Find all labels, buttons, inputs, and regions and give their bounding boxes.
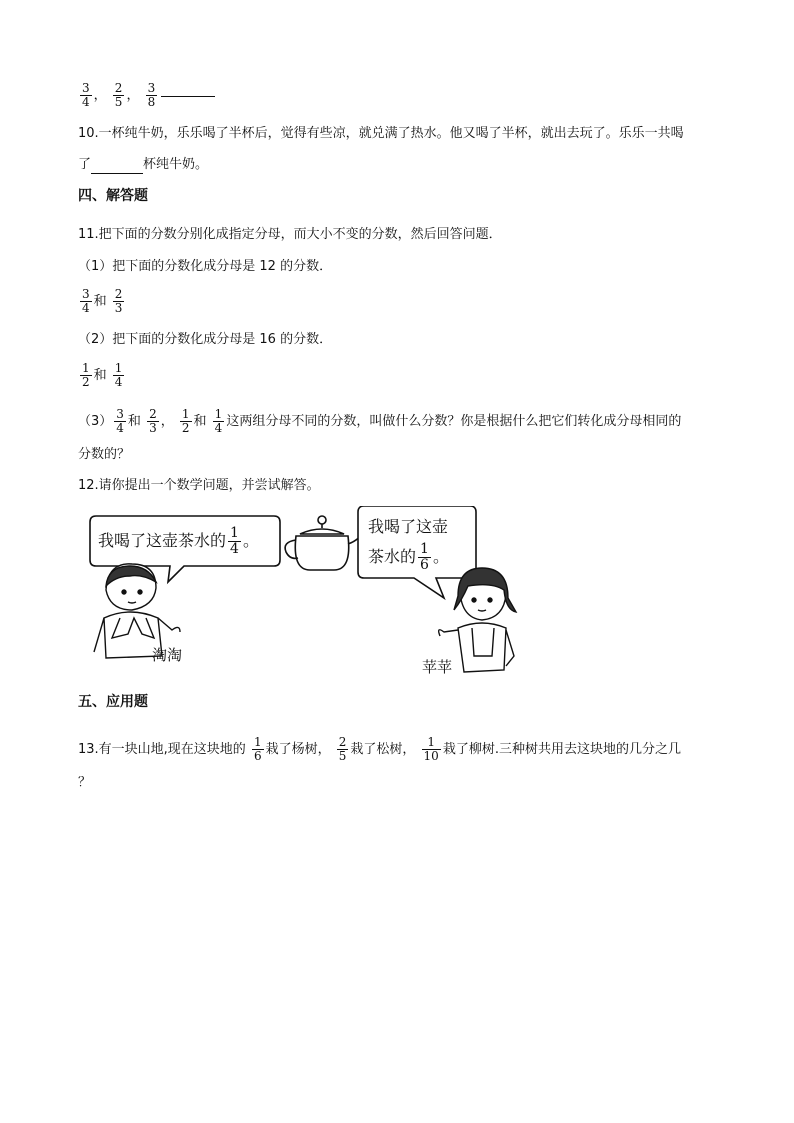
q12-illustration: [84, 506, 534, 681]
fraction: $\frac{2}{3}$: [114, 287, 123, 315]
fraction: $\frac{1}{6}$: [253, 735, 262, 763]
q11-part2-fractions: $\frac{1}{2}$ 和 $\frac{1}{4}$: [82, 361, 123, 389]
fraction: $\frac{1}{2}$: [82, 361, 90, 389]
q13-line1: 13.有一块山地,现在这块地的 $\frac{1}{6}$ 栽了杨树， $\frac{2}{5}$ 栽了松树， $\frac{1}{10}$ 栽了柳树.三种树共用去这块地的几分之几: [78, 735, 681, 763]
q11-part1: （1）把下面的分数化成分母是 12 的分数．: [78, 259, 333, 274]
fraction: $\frac{3}{8}$: [147, 81, 156, 109]
q11-part2: （2）把下面的分数化成分母是 16 的分数．: [78, 332, 333, 347]
fraction: $\frac{1}{2}$: [181, 407, 190, 435]
answer-blank[interactable]: [91, 159, 143, 174]
fraction: $\frac{1}{10}$: [423, 735, 439, 763]
teapot-icon: [285, 516, 366, 570]
q13-line2: ？: [78, 775, 92, 790]
fraction: $\frac{3}{4}$: [82, 287, 90, 315]
q10-line1: 10.一杯纯牛奶，乐乐喝了半杯后，觉得有些凉，就兑满了热水。他又喝了半杯，就出去玩了。乐乐一共喝: [78, 126, 684, 141]
q12-stem: 12.请你提出一个数学问题，并尝试解答。: [78, 478, 320, 493]
fraction: $\frac{2}{5}$: [114, 81, 123, 109]
fraction: $\frac{2}{5}$: [338, 735, 347, 763]
girl-bubble-line1: 我喝了这壶: [368, 517, 449, 536]
fraction: $\frac{3}{4}$: [82, 81, 90, 109]
girl-bubble-line2: 茶水的 $\frac{1}{6}$ 。: [368, 541, 449, 573]
boy-bubble-text: 我喝了这壶茶水的 $\frac{1}{4}$ 。: [98, 525, 259, 557]
section-heading: 五、应用题: [78, 694, 148, 710]
fraction: $\frac{1}{6}$: [420, 541, 429, 573]
fraction: $\frac{1}{4}$: [214, 407, 223, 435]
answer-blank[interactable]: [161, 95, 215, 97]
q11-part3-line2: 分数的？: [78, 447, 131, 462]
fraction: $\frac{1}{4}$: [114, 361, 123, 389]
boy-name-label: 淘淘: [152, 646, 183, 664]
fraction: $\frac{1}{4}$: [230, 525, 239, 557]
q11-part1-fractions: $\frac{3}{4}$ 和 $\frac{2}{3}$: [82, 287, 123, 315]
fraction: $\frac{3}{4}$: [116, 407, 124, 435]
q9-fraction-line: $\frac{3}{4}$ ， $\frac{2}{5}$ ， $\frac{3}{8}$: [78, 82, 215, 109]
fraction: $\frac{2}{3}$: [149, 407, 157, 435]
q11-part3: （3） $\frac{3}{4}$ 和 $\frac{2}{3}$ ， $\frac{1}{2}$ 和 $\frac{1}{4}$ 这两组分母不同的分数，叫做什么分数？你是根据什么把它们转化成分母相同的: [78, 407, 682, 435]
girl-name-label: 苹苹: [422, 658, 453, 676]
q11-stem: 11.把下面的分数分别化成指定分母，而大小不变的分数，然后回答问题．: [78, 227, 502, 242]
q10-line2: 了 杯纯牛奶。: [78, 157, 209, 172]
section-heading: 四、解答题: [78, 188, 148, 204]
